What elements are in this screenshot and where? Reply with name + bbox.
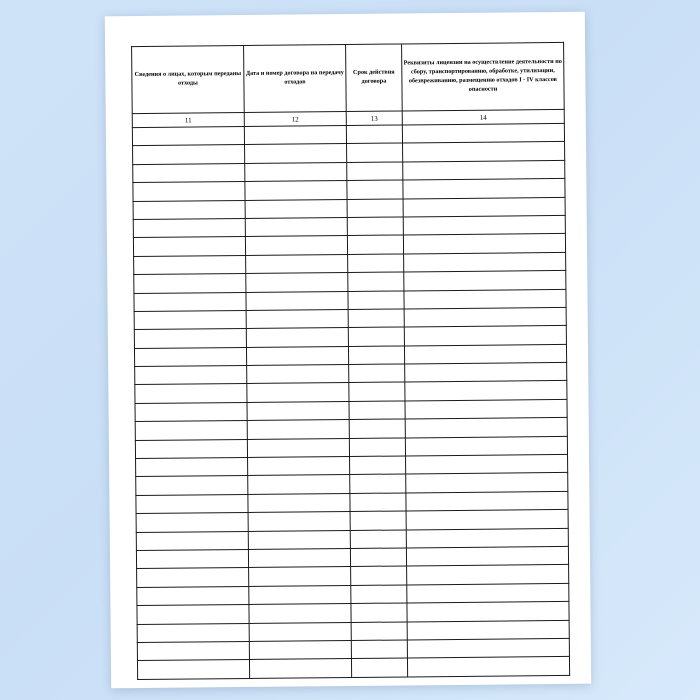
table-cell[interactable] — [402, 123, 564, 143]
table-cell[interactable] — [245, 236, 347, 255]
table-row[interactable] — [137, 657, 569, 680]
table-cell[interactable] — [245, 217, 347, 236]
column-number-12: 12 — [244, 112, 346, 127]
table-cell[interactable] — [348, 346, 404, 365]
table-cell[interactable] — [134, 310, 246, 329]
table-cell[interactable] — [406, 528, 568, 548]
table-cell[interactable] — [246, 346, 348, 365]
table-cell[interactable] — [133, 182, 245, 201]
table-cell[interactable] — [136, 458, 248, 477]
table-cell[interactable] — [407, 583, 569, 603]
table-cell[interactable] — [249, 567, 351, 586]
table-cell[interactable] — [406, 510, 568, 530]
table-cell[interactable] — [403, 179, 565, 199]
table-cell[interactable] — [403, 197, 565, 217]
table-cell[interactable] — [248, 512, 350, 531]
table-cell[interactable] — [244, 126, 346, 145]
column-number-13: 13 — [346, 111, 402, 126]
table-cell[interactable] — [247, 365, 349, 384]
table-cell[interactable] — [407, 638, 569, 658]
table-cell[interactable] — [137, 641, 249, 660]
table-cell[interactable] — [132, 126, 244, 145]
table-cell[interactable] — [245, 199, 347, 218]
table-cell[interactable] — [351, 603, 407, 622]
table-cell[interactable] — [249, 622, 351, 641]
table-cell[interactable] — [248, 493, 350, 512]
table-cell[interactable] — [133, 237, 245, 256]
column-number-11: 11 — [132, 112, 244, 127]
table-cell[interactable] — [350, 493, 406, 512]
table-cell[interactable] — [404, 252, 566, 272]
table-cell[interactable] — [133, 200, 245, 219]
table-cell[interactable] — [403, 160, 565, 180]
table-cell[interactable] — [350, 474, 406, 493]
table-cell[interactable] — [348, 327, 404, 346]
table-cell[interactable] — [347, 199, 403, 218]
table-cell[interactable] — [137, 623, 249, 642]
table-cell[interactable] — [351, 640, 407, 659]
table-cell[interactable] — [347, 180, 403, 199]
table-cell[interactable] — [405, 436, 567, 456]
table-cell[interactable] — [347, 143, 403, 162]
table-cell[interactable] — [348, 272, 404, 291]
table-cell[interactable] — [247, 438, 349, 457]
table-cell[interactable] — [406, 473, 568, 493]
table-cell[interactable] — [351, 621, 407, 640]
table-header — [132, 42, 565, 127]
table-cell[interactable] — [134, 347, 246, 366]
table-cell[interactable] — [247, 401, 349, 420]
table-cell[interactable] — [245, 144, 347, 163]
table-cell[interactable] — [135, 421, 247, 440]
table-cell[interactable] — [136, 549, 248, 568]
table-cell[interactable] — [349, 419, 405, 438]
table-cell[interactable] — [350, 530, 406, 549]
table-cell[interactable] — [349, 364, 405, 383]
table-cell[interactable] — [136, 531, 248, 550]
table-cell[interactable] — [135, 366, 247, 385]
table-cell[interactable] — [404, 307, 566, 327]
table-cell[interactable] — [134, 255, 246, 274]
table-cell[interactable] — [406, 546, 568, 566]
table-cell[interactable] — [248, 548, 350, 567]
table-cell[interactable] — [349, 438, 405, 457]
table-cell[interactable] — [246, 309, 348, 328]
table-cell[interactable] — [137, 568, 249, 587]
column-header-contract-date-number: Дата и номер договора на передачу отходов — [244, 45, 347, 113]
table-cell[interactable] — [403, 215, 565, 235]
table-cell[interactable] — [347, 162, 403, 181]
table-cell[interactable] — [137, 586, 249, 605]
sheet-content — [131, 42, 569, 680]
table-cell[interactable] — [248, 530, 350, 549]
table-cell[interactable] — [348, 254, 404, 273]
table-cell[interactable] — [406, 491, 568, 511]
table-cell[interactable] — [136, 513, 248, 532]
table-cell[interactable] — [350, 511, 406, 530]
table-cell[interactable] — [133, 145, 245, 164]
table-cell[interactable] — [135, 384, 247, 403]
table-cell[interactable] — [349, 401, 405, 420]
table-cell[interactable] — [346, 125, 402, 144]
column-header-contract-term: Срок действия договора — [346, 44, 403, 112]
table-cell[interactable] — [249, 585, 351, 604]
table-cell[interactable] — [403, 142, 565, 162]
table-cell[interactable] — [405, 418, 567, 438]
table-cell[interactable] — [347, 217, 403, 236]
table-cell[interactable] — [404, 271, 566, 291]
table-cell[interactable] — [248, 475, 350, 494]
table-body — [132, 123, 569, 679]
table-cell[interactable] — [407, 602, 569, 622]
table-cell[interactable] — [350, 548, 406, 567]
table-cell[interactable] — [403, 234, 565, 254]
table-cell[interactable] — [348, 290, 404, 309]
table-cell[interactable] — [405, 362, 567, 382]
table-cell[interactable] — [136, 494, 248, 513]
table-cell[interactable] — [133, 163, 245, 182]
table-cell[interactable] — [247, 420, 349, 439]
table-cell[interactable] — [136, 476, 248, 495]
table-cell[interactable] — [405, 381, 567, 401]
table-cell[interactable] — [404, 344, 566, 364]
table-cell[interactable] — [246, 254, 348, 273]
table-cell[interactable] — [137, 660, 249, 679]
table-cell[interactable] — [404, 326, 566, 346]
table-cell[interactable] — [406, 454, 568, 474]
table-cell[interactable] — [348, 309, 404, 328]
table-cell[interactable] — [249, 604, 351, 623]
table-cell[interactable] — [247, 383, 349, 402]
table-cell[interactable] — [135, 439, 247, 458]
table-cell[interactable] — [347, 235, 403, 254]
column-number-14: 14 — [402, 109, 564, 125]
table-cell[interactable] — [351, 585, 407, 604]
column-header-recipients: Сведения о лицах, которым переданы отходы — [132, 45, 245, 113]
table-cell[interactable] — [137, 605, 249, 624]
table-cell[interactable] — [349, 382, 405, 401]
table-cell[interactable] — [405, 399, 567, 419]
waste-transfer-register-table — [131, 42, 570, 680]
table-cell[interactable] — [351, 566, 407, 585]
table-cell[interactable] — [249, 640, 351, 659]
table-cell[interactable] — [407, 620, 569, 640]
table-cell[interactable] — [350, 456, 406, 475]
table-cell[interactable] — [351, 658, 407, 677]
table-cell[interactable] — [407, 565, 569, 585]
document-sheet — [105, 12, 591, 689]
table-cell[interactable] — [248, 457, 350, 476]
table-cell[interactable] — [245, 162, 347, 181]
table-cell[interactable] — [134, 274, 246, 293]
table-cell[interactable] — [134, 329, 246, 348]
table-cell[interactable] — [404, 289, 566, 309]
table-cell[interactable] — [246, 273, 348, 292]
table-cell[interactable] — [134, 292, 246, 311]
table-cell[interactable] — [135, 402, 247, 421]
header-row — [132, 42, 565, 113]
table-cell[interactable] — [407, 657, 569, 677]
table-cell[interactable] — [246, 291, 348, 310]
table-cell[interactable] — [133, 218, 245, 237]
column-header-license-details: Реквизиты лицензии на осуществление деятельности по сбору, транспортированию, обработке, утилизации, обезвреживанию, размещению отходов I - IV классов опасности — [402, 42, 565, 111]
table-cell[interactable] — [249, 659, 351, 678]
table-cell[interactable] — [245, 181, 347, 200]
table-cell[interactable] — [246, 328, 348, 347]
